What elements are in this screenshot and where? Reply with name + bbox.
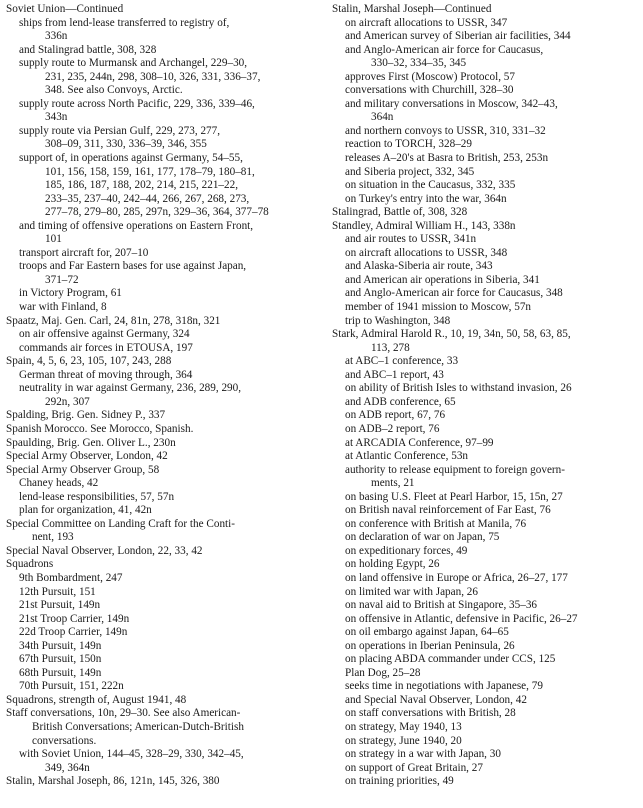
index-subentry: 70th Pursuit, 151, 222n xyxy=(19,680,124,693)
index-heading: Squadrons, strength of, August 1941, 48 xyxy=(6,693,187,706)
index-subentry: 9th Bombardment, 247 xyxy=(19,571,123,584)
index-heading: Stalin, Marshal Joseph, 86, 121n, 145, 326, 380 xyxy=(6,775,220,788)
index-subentry: commands air forces in ETOUSA, 197 xyxy=(19,341,193,354)
index-heading: Spain, 4, 5, 6, 23, 105, 107, 243, 288 xyxy=(6,355,172,368)
index-continuation: 348. See also Convoys, Arctic. xyxy=(45,84,183,97)
index-subentry: 22d Troop Carrier, 149n xyxy=(19,626,128,639)
index-subentry: war with Finland, 8 xyxy=(19,301,107,314)
index-subentry: and Stalingrad battle, 308, 328 xyxy=(19,43,157,56)
index-subentry: at Atlantic Conference, 53n xyxy=(345,450,469,463)
index-subentry: on oil embargo against Japan, 64–65 xyxy=(345,626,509,639)
index-column-left xyxy=(6,3,320,789)
index-continuation: 101, 156, 158, 159, 161, 177, 178–79, 180–81, xyxy=(45,165,255,178)
index-subentry: and timing of offensive operations on Eastern Front, xyxy=(19,219,254,232)
index-subentry: and military conversations in Moscow, 342–43, xyxy=(345,97,558,110)
index-subentry: on aircraft allocations to USSR, 347 xyxy=(345,16,508,29)
index-subentry: neutrality in war against Germany, 236, 289, 290, xyxy=(19,382,242,395)
index-subentry: reaction to TORCH, 328–29 xyxy=(345,138,472,151)
index-subentry: and American survey of Siberian air facilities, 344 xyxy=(345,30,571,43)
index-continuation: ments, 21 xyxy=(371,477,415,490)
index-subentry: and northern convoys to USSR, 310, 331–32 xyxy=(345,124,546,137)
index-subentry: on conference with British at Manila, 76 xyxy=(345,517,527,530)
index-heading: Special Naval Observer, London, 22, 33, 42 xyxy=(6,544,203,557)
index-continuation: 343n xyxy=(45,111,68,124)
index-continuation: nent, 193 xyxy=(32,531,74,544)
index-subentry: 21st Pursuit, 149n xyxy=(19,599,101,612)
index-continuation: 308–09, 311, 330, 336–39, 346, 355 xyxy=(45,138,207,151)
index-continuation: 233–35, 237–40, 242–44, 266, 267, 268, 273, xyxy=(45,192,250,205)
index-subentry: on ADB–2 report, 76 xyxy=(345,422,440,435)
index-subentry: on British naval reinforcement of Far East, 76 xyxy=(345,504,551,517)
index-subentry: on strategy in a war with Japan, 30 xyxy=(345,748,501,761)
index-column-right xyxy=(332,3,638,789)
index-continuation: 292n, 307 xyxy=(45,395,90,408)
index-heading: Stark, Admiral Harold R., 10, 19, 34n, 50, 58, 63, 85, xyxy=(332,328,571,341)
index-subentry: on expeditionary forces, 49 xyxy=(345,544,468,557)
index-continuation: 185, 186, 187, 188, 202, 214, 215, 221–22, xyxy=(45,179,238,192)
index-continuation: 277–78, 279–80, 285, 297n, 329–36, 364, 377–78 xyxy=(45,206,269,219)
index-heading: Stalin, Marshal Joseph—Continued xyxy=(332,3,492,15)
index-subentry: on support of Great Britain, 27 xyxy=(345,761,483,774)
index-continuation: 371–72 xyxy=(45,273,79,286)
index-subentry: supply route across North Pacific, 229, 336, 339–46, xyxy=(19,97,255,110)
index-continuation: 231, 235, 244n, 298, 308–10, 326, 331, 336–37, xyxy=(45,70,261,83)
index-subentry: approves First (Moscow) Protocol, 57 xyxy=(345,70,515,83)
index-subentry: on Turkey's entry into the war, 364n xyxy=(345,192,507,205)
index-continuation: British Conversations; American-Dutch-British xyxy=(32,720,244,733)
index-subentry: on limited war with Japan, 26 xyxy=(345,585,478,598)
index-subentry: authority to release equipment to foreign govern- xyxy=(345,463,565,476)
index-subentry: troops and Far Eastern bases for use against Japan, xyxy=(19,260,247,273)
index-subentry: on training priorities, 49 xyxy=(345,775,454,788)
index-heading: Special Committee on Landing Craft for the Conti- xyxy=(6,517,235,530)
index-subentry: lend-lease responsibilities, 57, 57n xyxy=(19,490,175,503)
index-heading: Staff conversations, 10n, 29–30. See also American- xyxy=(6,707,241,720)
index-subentry: at ABC–1 conference, 33 xyxy=(345,355,459,368)
index-subentry: 67th Pursuit, 150n xyxy=(19,653,102,666)
index-heading: Spanish Morocco. See Morocco, Spanish. xyxy=(6,422,194,435)
index-heading: Standley, Admiral William H., 143, 338n xyxy=(332,219,516,232)
index-subentry: on land offensive in Europe or Africa, 26–27, 177 xyxy=(345,571,568,584)
index-subentry: ships from lend-lease transferred to registry of, xyxy=(19,16,230,29)
index-subentry: and Siberia project, 332, 345 xyxy=(345,165,475,178)
index-subentry: 21st Troop Carrier, 149n xyxy=(19,612,130,625)
index-subentry: on offensive in Atlantic, defensive in Pacific, 26–27 xyxy=(345,612,578,625)
index-subentry: transport aircraft for, 207–10 xyxy=(19,246,149,259)
index-subentry: and Anglo-American air force for Caucasus, 348 xyxy=(345,287,563,300)
index-subentry: releases A–20's at Basra to British, 253, 253n xyxy=(345,152,549,165)
index-subentry: plan for organization, 41, 42n xyxy=(19,504,152,517)
index-subentry: on declaration of war on Japan, 75 xyxy=(345,531,500,544)
index-subentry: and air routes to USSR, 341n xyxy=(345,233,477,246)
index-subentry: on naval aid to British at Singapore, 35–36 xyxy=(345,599,538,612)
index-subentry: 34th Pursuit, 149n xyxy=(19,639,102,652)
index-subentry: on air offensive against Germany, 324 xyxy=(19,328,190,341)
index-continuation: 101 xyxy=(45,233,62,246)
index-subentry: and American air operations in Siberia, 341 xyxy=(345,273,540,286)
index-heading: Stalingrad, Battle of, 308, 328 xyxy=(332,206,468,219)
index-subentry: 12th Pursuit, 151 xyxy=(19,585,96,598)
index-heading: Special Army Observer Group, 58 xyxy=(6,463,160,476)
index-subentry: in Victory Program, 61 xyxy=(19,287,122,300)
index-subentry: supply route via Persian Gulf, 229, 273, 277, xyxy=(19,124,221,137)
index-subentry: with Soviet Union, 144–45, 328–29, 330, 342–45, xyxy=(19,748,244,761)
index-subentry: member of 1941 mission to Moscow, 57n xyxy=(345,301,532,314)
index-heading: Spalding, Brig. Gen. Sidney P., 337 xyxy=(6,409,166,422)
index-subentry: Plan Dog, 25–28 xyxy=(345,666,421,679)
index-subentry: on ability of British Isles to withstand invasion, 26 xyxy=(345,382,572,395)
index-heading: Squadrons xyxy=(6,558,54,571)
index-subentry: trip to Washington, 348 xyxy=(345,314,451,327)
index-subentry: and ABC–1 report, 43 xyxy=(345,368,444,381)
index-subentry: at ARCADIA Conference, 97–99 xyxy=(345,436,494,449)
index-continuation: 113, 278 xyxy=(371,341,410,354)
index-subentry: on placing ABDA commander under CCS, 125 xyxy=(345,653,556,666)
index-continuation: 336n xyxy=(45,30,68,43)
index-subentry: on aircraft allocations to USSR, 348 xyxy=(345,246,508,259)
index-subentry: on ADB report, 67, 76 xyxy=(345,409,446,422)
index-subentry: 68th Pursuit, 149n xyxy=(19,666,102,679)
index-subentry: supply route to Murmansk and Archangel, 229–30, xyxy=(19,57,248,70)
index-subentry: on operations in Iberian Peninsula, 26 xyxy=(345,639,515,652)
index-continuation: conversations. xyxy=(32,734,97,747)
index-heading: Spaatz, Maj. Gen. Carl, 24, 81n, 278, 318n, 321 xyxy=(6,314,221,327)
index-subentry: on staff conversations with British, 28 xyxy=(345,707,516,720)
index-subentry: Chaney heads, 42 xyxy=(19,477,99,490)
index-subentry: on strategy, June 1940, 20 xyxy=(345,734,462,747)
index-continuation: 364n xyxy=(371,111,394,124)
index-subentry: and Alaska-Siberia air route, 343 xyxy=(345,260,493,273)
index-subentry: German threat of moving through, 364 xyxy=(19,368,193,381)
index-heading: Soviet Union—Continued xyxy=(6,3,124,15)
index-subentry: seeks time in negotiations with Japanese, 79 xyxy=(345,680,543,693)
index-heading: Special Army Observer, London, 42 xyxy=(6,450,168,463)
index-heading: Spaulding, Brig. Gen. Oliver L., 230n xyxy=(6,436,176,449)
index-continuation: 349, 364n xyxy=(45,761,90,774)
index-subentry: and Special Naval Observer, London, 42 xyxy=(345,693,527,706)
index-subentry: on basing U.S. Fleet at Pearl Harbor, 15, 15n, 27 xyxy=(345,490,563,503)
index-continuation: 330–32, 334–35, 345 xyxy=(371,57,467,70)
index-subentry: on holding Egypt, 26 xyxy=(345,558,440,571)
index-subentry: conversations with Churchill, 328–30 xyxy=(345,84,514,97)
index-subentry: on situation in the Caucasus, 332, 335 xyxy=(345,179,516,192)
index-subentry: support of, in operations against Germany, 54–55, xyxy=(19,152,243,165)
index-subentry: and ADB conference, 65 xyxy=(345,395,456,408)
index-subentry: on strategy, May 1940, 13 xyxy=(345,720,462,733)
index-subentry: and Anglo-American air force for Caucasus, xyxy=(345,43,544,56)
